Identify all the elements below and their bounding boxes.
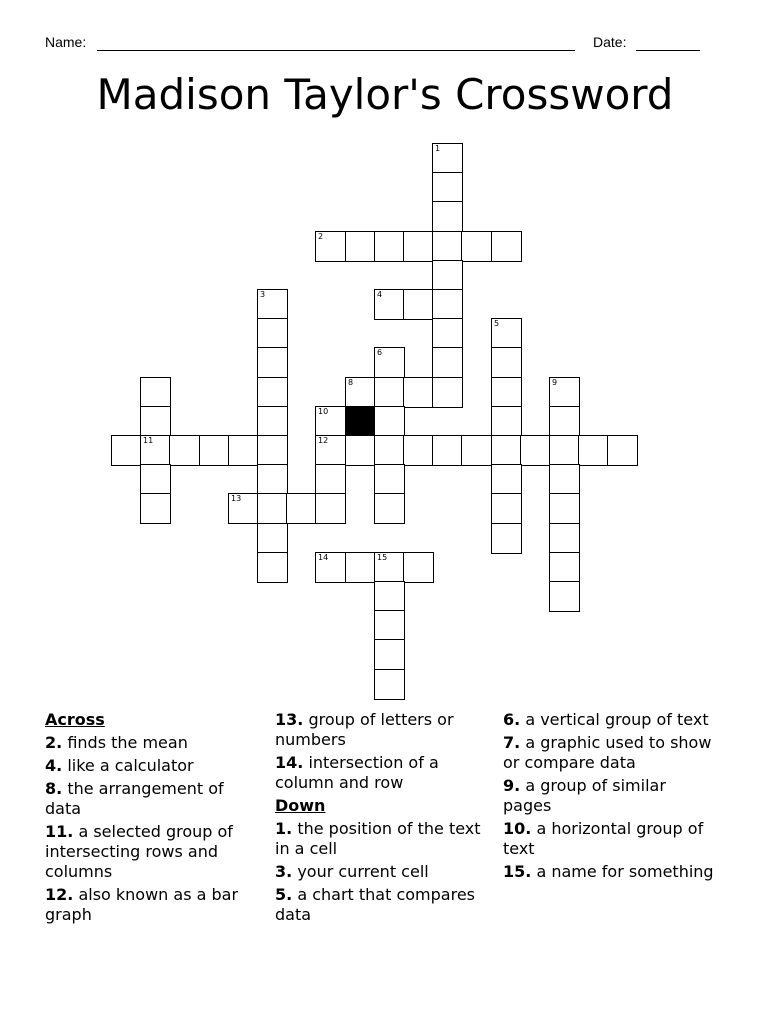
clue-text: a selected group of intersecting rows and columns (45, 822, 233, 881)
clue-number-label: 10 (318, 407, 329, 416)
clue-text: a graphic used to show or compare data (503, 733, 712, 772)
grid-cell[interactable] (374, 610, 405, 641)
clue-text: intersection of a column and row (275, 753, 439, 792)
grid-cell[interactable] (432, 347, 463, 378)
clue-text: group of letters or numbers (275, 710, 454, 749)
grid-cell[interactable] (257, 552, 288, 583)
grid-cell[interactable] (432, 318, 463, 349)
grid-cell[interactable] (549, 435, 580, 466)
clue-down-7 (503, 733, 718, 773)
grid-cell[interactable] (432, 435, 463, 466)
clue-number: 6. (503, 710, 521, 729)
grid-cell[interactable] (140, 377, 171, 408)
clue-text: a horizontal group of text (503, 819, 704, 858)
grid-cell[interactable] (345, 231, 376, 262)
grid-cell[interactable] (549, 581, 580, 612)
clue-number-label: 1 (435, 144, 441, 153)
grid-cell[interactable] (432, 201, 463, 232)
clue-text: your current cell (297, 862, 429, 881)
header (45, 34, 700, 56)
clue-number-label: 13 (231, 494, 242, 503)
clue-down-5 (275, 885, 485, 925)
clue-number: 13. (275, 710, 304, 729)
grid-cell[interactable] (403, 231, 434, 262)
clue-down-3 (275, 862, 485, 882)
grid-cell[interactable] (374, 552, 405, 583)
grid-cell[interactable] (403, 552, 434, 583)
grid-cell[interactable] (315, 464, 346, 495)
clue-number-label: 14 (318, 553, 329, 562)
clue-number: 1. (275, 819, 293, 838)
black-cell (345, 406, 376, 437)
grid-cell[interactable] (286, 493, 317, 524)
grid-cell[interactable] (403, 289, 434, 320)
grid-cell[interactable] (403, 435, 434, 466)
grid-cell[interactable] (374, 406, 405, 437)
clue-number: 3. (275, 862, 293, 881)
clue-across-14 (275, 753, 485, 793)
clue-number-label: 4 (377, 290, 383, 299)
grid-cell[interactable] (374, 669, 405, 700)
clue-across-13 (275, 710, 485, 750)
grid-cell[interactable] (403, 377, 434, 408)
grid-cell[interactable] (432, 231, 463, 262)
across-heading: Across (45, 710, 105, 729)
grid-cell[interactable] (374, 231, 405, 262)
clue-number-label: 11 (143, 436, 154, 445)
grid-cell[interactable] (257, 464, 288, 495)
grid-cell[interactable] (491, 464, 522, 495)
clue-number: 7. (503, 733, 521, 752)
grid-cell[interactable] (549, 523, 580, 554)
grid-cell[interactable] (140, 435, 171, 466)
clue-text: like a calculator (67, 756, 194, 775)
clue-number: 12. (45, 885, 74, 904)
clues-column-1 (45, 710, 260, 928)
grid-cell[interactable] (461, 435, 492, 466)
grid-cell[interactable] (345, 435, 376, 466)
grid-cell[interactable] (491, 435, 522, 466)
grid-cell[interactable] (461, 231, 492, 262)
clue-across-8 (45, 779, 260, 819)
clue-number-label: 15 (377, 553, 388, 562)
grid-cell[interactable] (374, 639, 405, 670)
grid-cell[interactable] (491, 377, 522, 408)
grid-cell[interactable] (432, 172, 463, 203)
clue-down-6 (503, 710, 718, 730)
grid-cell[interactable] (257, 377, 288, 408)
page-title: Madison Taylor's Crossword (96, 70, 674, 119)
clue-number-label: 8 (348, 378, 354, 387)
grid-cell[interactable] (432, 377, 463, 408)
clue-down-10 (503, 819, 718, 859)
grid-cell[interactable] (257, 523, 288, 554)
grid-cell[interactable] (491, 523, 522, 554)
grid-cell[interactable] (549, 493, 580, 524)
grid-cell[interactable] (549, 464, 580, 495)
clue-number: 11. (45, 822, 74, 841)
grid-cell[interactable] (315, 552, 346, 583)
grid-cell[interactable] (111, 435, 142, 466)
clue-number-label: 2 (318, 232, 324, 241)
clues-column-3 (503, 710, 718, 885)
grid-cell[interactable] (549, 406, 580, 437)
grid-cell[interactable] (549, 377, 580, 408)
grid-cell[interactable] (315, 493, 346, 524)
clue-down-1 (275, 819, 485, 859)
grid-cell[interactable] (491, 231, 522, 262)
grid-cell[interactable] (345, 552, 376, 583)
grid-cell[interactable] (169, 435, 200, 466)
grid-cell[interactable] (257, 318, 288, 349)
clue-across-12 (45, 885, 260, 925)
grid-cell[interactable] (374, 581, 405, 612)
grid-cell[interactable] (140, 493, 171, 524)
clues-column-2 (275, 710, 485, 928)
grid-cell[interactable] (374, 464, 405, 495)
clue-number: 4. (45, 756, 63, 775)
grid-cell[interactable] (199, 435, 230, 466)
name-label: Name: (45, 34, 87, 50)
clue-across-4 (45, 756, 260, 776)
grid-cell[interactable] (432, 289, 463, 320)
clue-number-label: 5 (494, 319, 500, 328)
clue-down-9 (503, 776, 718, 816)
clue-text: finds the mean (67, 733, 188, 752)
grid-cell[interactable] (578, 435, 609, 466)
date-field[interactable] (636, 50, 700, 51)
clue-number-label: 3 (260, 290, 266, 299)
name-field[interactable] (97, 50, 575, 51)
grid-cell[interactable] (228, 493, 259, 524)
grid-cell[interactable] (374, 347, 405, 378)
grid-cell[interactable] (491, 318, 522, 349)
clue-number-label: 6 (377, 348, 383, 357)
clue-number: 10. (503, 819, 532, 838)
grid-cell[interactable] (607, 435, 638, 466)
clue-text: a name for something (536, 862, 714, 881)
clue-number: 15. (503, 862, 532, 881)
clue-across-11 (45, 822, 260, 882)
clue-text: a group of similar pages (503, 776, 666, 815)
grid-cell[interactable] (520, 435, 551, 466)
grid-cell[interactable] (257, 289, 288, 320)
clue-number: 2. (45, 733, 63, 752)
grid-cell[interactable] (345, 377, 376, 408)
clue-number: 14. (275, 753, 304, 772)
clue-number: 8. (45, 779, 63, 798)
clue-number-label: 9 (552, 378, 558, 387)
grid-cell[interactable] (315, 435, 346, 466)
clue-text: the arrangement of data (45, 779, 224, 818)
clue-text: the position of the text in a cell (275, 819, 481, 858)
clue-across-2 (45, 733, 260, 753)
grid-cell[interactable] (549, 552, 580, 583)
grid-cell[interactable] (491, 347, 522, 378)
clue-number: 5. (275, 885, 293, 904)
grid-cell[interactable] (374, 289, 405, 320)
down-heading: Down (275, 796, 326, 815)
clue-text: also known as a bar graph (45, 885, 239, 924)
grid-cell[interactable] (257, 347, 288, 378)
grid-cell[interactable] (228, 435, 259, 466)
grid-cell[interactable] (257, 435, 288, 466)
grid-cell[interactable] (374, 493, 405, 524)
date-label: Date: (593, 34, 627, 50)
clue-down-15 (503, 862, 718, 882)
grid-cell[interactable] (374, 435, 405, 466)
clue-text: a chart that compares data (275, 885, 475, 924)
grid-cell[interactable] (432, 143, 463, 174)
grid-cell[interactable] (140, 464, 171, 495)
grid-cell[interactable] (140, 406, 171, 437)
grid-cell[interactable] (491, 493, 522, 524)
grid-cell[interactable] (257, 406, 288, 437)
grid-cell[interactable] (432, 260, 463, 291)
grid-cell[interactable] (257, 493, 288, 524)
clue-number: 9. (503, 776, 521, 795)
grid-cell[interactable] (315, 231, 346, 262)
grid-cell[interactable] (315, 406, 346, 437)
clue-number-label: 12 (318, 436, 329, 445)
clue-text: a vertical group of text (525, 710, 709, 729)
grid-cell[interactable] (374, 377, 405, 408)
grid-cell[interactable] (491, 406, 522, 437)
